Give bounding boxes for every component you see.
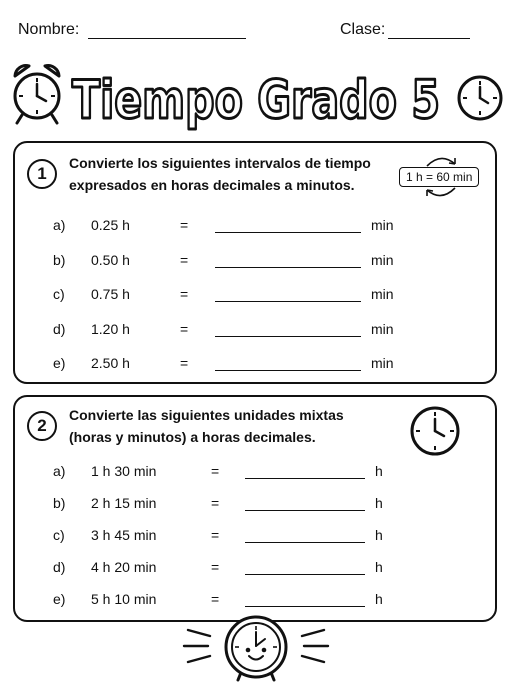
equals-sign: =: [180, 217, 189, 233]
answer-blank[interactable]: [245, 542, 365, 543]
exercise-value: 0.50 h: [91, 251, 130, 268]
exercise-value: 0.75 h: [91, 286, 130, 302]
equals-sign: =: [180, 320, 189, 337]
exercise-letter: a): [53, 217, 66, 233]
exercise-value: 3 h 45 min: [91, 527, 157, 543]
answer-unit: h: [375, 527, 383, 543]
exercise-value: 1 h 30 min: [91, 463, 157, 479]
exercise-row: [15, 286, 495, 306]
exercise-value: 2.50 h: [91, 355, 130, 371]
exercise-row: [15, 321, 495, 341]
title-banner: [0, 52, 512, 132]
section-2-instruction-line2: (horas y minutos) a horas decimales.: [69, 429, 316, 445]
answer-unit: min: [371, 251, 394, 268]
exercise-letter: a): [53, 463, 66, 479]
answer-blank[interactable]: [215, 232, 361, 233]
answer-blank[interactable]: [245, 478, 365, 479]
exercise-value: 5 h 10 min: [91, 591, 157, 607]
exercise-row: [15, 463, 495, 483]
answer-unit: h: [375, 559, 383, 575]
exercise-row: [15, 559, 495, 579]
answer-blank[interactable]: [245, 510, 365, 511]
smiling-clock-icon: [176, 612, 336, 683]
answer-unit: min: [371, 217, 394, 233]
exercise-letter: e): [53, 355, 66, 371]
section-1: [13, 141, 497, 384]
answer-blank[interactable]: [215, 267, 361, 268]
exercise-row: [15, 252, 495, 272]
exercise-letter: d): [53, 320, 66, 337]
answer-blank[interactable]: [215, 370, 361, 371]
equals-sign: =: [211, 495, 220, 511]
section-1-instruction-line2: expresados en horas decimales a minutos.: [69, 177, 355, 193]
exercise-letter: b): [53, 251, 66, 268]
answer-blank[interactable]: [245, 574, 365, 575]
exercise-row: [15, 217, 495, 237]
equals-sign: =: [211, 463, 220, 479]
exercise-letter: e): [53, 591, 66, 607]
exercise-row: [15, 495, 495, 515]
exercise-value: 2 h 15 min: [91, 495, 157, 511]
equals-sign: =: [180, 286, 189, 302]
answer-blank[interactable]: [245, 606, 365, 607]
exercise-letter: d): [53, 559, 66, 575]
conversion-hint: 1 h = 60 min: [399, 167, 479, 187]
answer-blank[interactable]: [215, 301, 361, 302]
section-2-number: 2: [27, 411, 57, 441]
equals-sign: =: [211, 591, 220, 607]
answer-unit: min: [371, 355, 394, 371]
page-title: Tiempo Grado 5: [72, 70, 440, 131]
equals-sign: =: [180, 355, 189, 371]
answer-unit: min: [371, 286, 394, 302]
exercise-value: 1.20 h: [91, 320, 130, 337]
answer-blank[interactable]: [215, 336, 361, 337]
exercise-letter: c): [53, 286, 65, 302]
exercise-row: [15, 355, 495, 375]
exercise-value: 0.25 h: [91, 217, 130, 233]
answer-unit: h: [375, 463, 383, 479]
class-input-line[interactable]: [388, 38, 470, 39]
equals-sign: =: [180, 251, 189, 268]
class-label: Clase:: [340, 21, 386, 38]
section-1-number: 1: [27, 159, 57, 189]
alarm-clock-icon: [15, 66, 59, 123]
equals-sign: =: [211, 527, 220, 543]
wall-clock-icon: [459, 77, 501, 119]
answer-unit: h: [375, 591, 383, 607]
section-2-instruction-line1: Convierte las siguientes unidades mixtas: [69, 407, 344, 423]
answer-unit: h: [375, 495, 383, 511]
wall-clock-icon: [408, 404, 462, 458]
exercise-value: 4 h 20 min: [91, 559, 157, 575]
name-label: Nombre:: [18, 21, 80, 38]
exercise-row: [15, 591, 495, 611]
section-1-instruction-line1: Convierte los siguientes intervalos de tiempo: [69, 155, 371, 171]
equals-sign: =: [211, 559, 220, 575]
answer-unit: min: [371, 320, 394, 337]
name-input-line[interactable]: [88, 38, 246, 39]
section-2: [13, 395, 497, 622]
exercise-letter: c): [53, 527, 65, 543]
exercise-letter: b): [53, 495, 66, 511]
exercise-row: [15, 527, 495, 547]
